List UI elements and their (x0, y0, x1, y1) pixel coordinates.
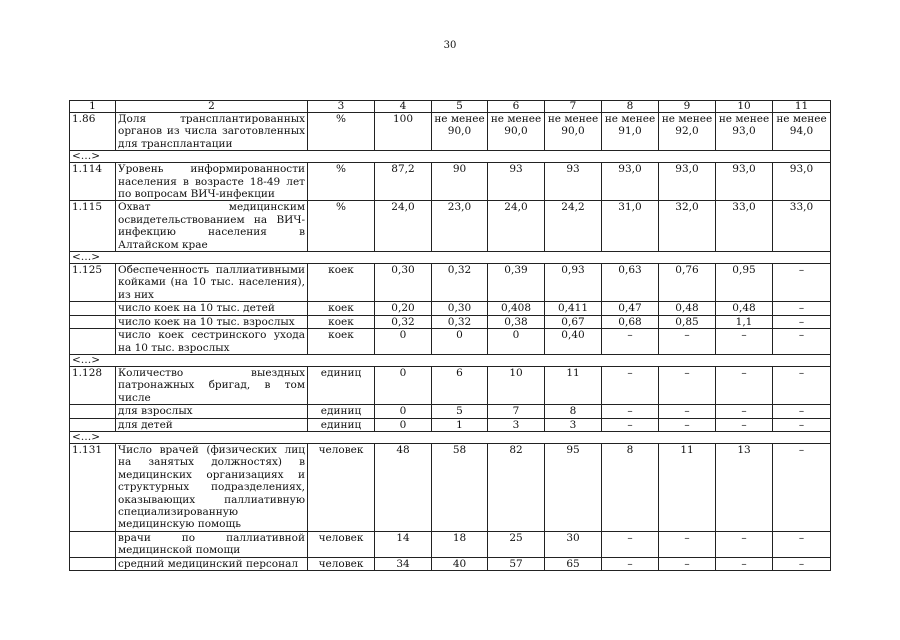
cell-col-10: 33,0 (716, 201, 773, 252)
separator-row (70, 252, 831, 264)
cell-col-10: – (716, 531, 773, 557)
cell-col-10: – (716, 366, 773, 404)
cell-col-11: – (773, 531, 831, 557)
cell-row-number (70, 531, 116, 557)
cell-col-11: – (773, 443, 831, 531)
cell-col-4: 0 (375, 405, 432, 418)
cell-unit: коек (308, 302, 375, 315)
cell-indicator-name: средний медицинский персонал (116, 557, 308, 570)
cell-col-6: 3 (488, 418, 545, 431)
separator-cell: <…> (70, 252, 831, 264)
cell-col-8: 0,68 (602, 315, 659, 328)
cell-col-4: 24,0 (375, 201, 432, 252)
cell-unit: % (308, 113, 375, 151)
cell-col-4: 0 (375, 366, 432, 404)
cell-col-8: 8 (602, 443, 659, 531)
cell-col-4: 0,30 (375, 264, 432, 302)
cell-row-number: 1.125 (70, 264, 116, 302)
cell-row-number (70, 418, 116, 431)
cell-col-4: 48 (375, 443, 432, 531)
cell-unit: коек (308, 264, 375, 302)
cell-col-9: – (659, 557, 716, 570)
cell-col-11: 93,0 (773, 163, 831, 201)
cell-col-8: – (602, 405, 659, 418)
header-cell-col-4: 4 (375, 101, 432, 113)
cell-col-9: – (659, 329, 716, 355)
cell-col-7: 3 (545, 418, 602, 431)
cell-indicator-name: Число врачей (физических лиц на занятых должностях) в медицинских организациях и структурных подразделениях, оказывающих паллиативную специализированную медицинскую помощь (116, 443, 308, 531)
cell-unit: коек (308, 329, 375, 355)
cell-indicator-name: число коек на 10 тыс. взрослых (116, 315, 308, 328)
cell-unit: единиц (308, 418, 375, 431)
cell-indicator-name: Обеспеченность паллиативными койками (на 10 тыс. населения), из них (116, 264, 308, 302)
table-row (70, 264, 831, 302)
cell-col-10: 0,95 (716, 264, 773, 302)
cell-row-number (70, 557, 116, 570)
cell-col-7: не менее 90,0 (545, 113, 602, 151)
cell-col-5: 0,32 (432, 264, 488, 302)
table-row (70, 302, 831, 315)
cell-col-8: – (602, 418, 659, 431)
cell-col-5: 1 (432, 418, 488, 431)
cell-col-9: не менее 92,0 (659, 113, 716, 151)
cell-indicator-name: Охват медицинским освидетельствованием на ВИЧ-инфекцию населения в Алтайском крае (116, 201, 308, 252)
cell-col-11: – (773, 264, 831, 302)
header-cell-col-8: 8 (602, 101, 659, 113)
cell-col-5: 40 (432, 557, 488, 570)
header-cell-col-9: 9 (659, 101, 716, 113)
cell-row-number: 1.86 (70, 113, 116, 151)
cell-unit: человек (308, 443, 375, 531)
cell-col-10: – (716, 405, 773, 418)
cell-row-number: 1.114 (70, 163, 116, 201)
separator-cell: <…> (70, 354, 831, 366)
table-row (70, 557, 831, 570)
cell-col-7: 30 (545, 531, 602, 557)
cell-col-10: 93,0 (716, 163, 773, 201)
cell-col-7: 95 (545, 443, 602, 531)
cell-col-7: 24,2 (545, 201, 602, 252)
cell-col-4: 87,2 (375, 163, 432, 201)
cell-col-6: 0,39 (488, 264, 545, 302)
cell-col-5: 58 (432, 443, 488, 531)
cell-col-11: – (773, 315, 831, 328)
cell-row-number: 1.128 (70, 366, 116, 404)
cell-col-8: 31,0 (602, 201, 659, 252)
cell-col-11: – (773, 302, 831, 315)
cell-col-7: 0,93 (545, 264, 602, 302)
cell-indicator-name: число коек сестринского ухода на 10 тыс. взрослых (116, 329, 308, 355)
cell-col-10: не менее 93,0 (716, 113, 773, 151)
cell-row-number (70, 405, 116, 418)
cell-col-8: – (602, 329, 659, 355)
separator-row (70, 431, 831, 443)
cell-col-11: – (773, 405, 831, 418)
cell-col-5: 0,30 (432, 302, 488, 315)
cell-row-number (70, 302, 116, 315)
cell-unit: % (308, 201, 375, 252)
cell-col-4: 0,20 (375, 302, 432, 315)
cell-col-9: 0,76 (659, 264, 716, 302)
cell-col-4: 0 (375, 418, 432, 431)
cell-col-10: 1,1 (716, 315, 773, 328)
table-row (70, 329, 831, 355)
cell-unit: человек (308, 557, 375, 570)
cell-col-5: 0,32 (432, 315, 488, 328)
cell-col-11: – (773, 418, 831, 431)
cell-col-6: 82 (488, 443, 545, 531)
cell-col-6: 0,408 (488, 302, 545, 315)
indicator-table (69, 100, 831, 571)
table-row (70, 113, 831, 151)
cell-indicator-name: Количество выездных патронажных бригад, в том числе (116, 366, 308, 404)
cell-col-5: не менее 90,0 (432, 113, 488, 151)
cell-col-8: – (602, 366, 659, 404)
cell-col-9: 0,85 (659, 315, 716, 328)
header-cell-col-5: 5 (432, 101, 488, 113)
cell-col-8: 0,47 (602, 302, 659, 315)
cell-col-5: 18 (432, 531, 488, 557)
cell-col-9: – (659, 531, 716, 557)
cell-col-11: – (773, 329, 831, 355)
cell-col-10: – (716, 329, 773, 355)
separator-cell: <…> (70, 151, 831, 163)
cell-col-4: 34 (375, 557, 432, 570)
cell-unit: единиц (308, 366, 375, 404)
cell-col-7: 0,67 (545, 315, 602, 328)
cell-col-5: 90 (432, 163, 488, 201)
cell-col-10: – (716, 557, 773, 570)
table-row (70, 405, 831, 418)
header-cell-col-7: 7 (545, 101, 602, 113)
header-cell-indicator-name: 2 (116, 101, 308, 113)
cell-col-4: 100 (375, 113, 432, 151)
header-cell-col-6: 6 (488, 101, 545, 113)
cell-col-6: 10 (488, 366, 545, 404)
cell-unit: % (308, 163, 375, 201)
cell-unit: единиц (308, 405, 375, 418)
cell-col-6: 0,38 (488, 315, 545, 328)
table-row (70, 315, 831, 328)
cell-unit: коек (308, 315, 375, 328)
cell-col-7: 8 (545, 405, 602, 418)
cell-col-9: – (659, 418, 716, 431)
cell-col-4: 14 (375, 531, 432, 557)
cell-col-7: 93 (545, 163, 602, 201)
cell-col-5: 0 (432, 329, 488, 355)
cell-col-11: не менее 94,0 (773, 113, 831, 151)
cell-col-9: 0,48 (659, 302, 716, 315)
cell-indicator-name: число коек на 10 тыс. детей (116, 302, 308, 315)
cell-col-7: 0,411 (545, 302, 602, 315)
cell-col-9: – (659, 366, 716, 404)
cell-col-11: – (773, 557, 831, 570)
cell-col-4: 0 (375, 329, 432, 355)
cell-col-9: – (659, 405, 716, 418)
page-number: 30 (443, 40, 457, 51)
cell-col-11: – (773, 366, 831, 404)
cell-row-number (70, 315, 116, 328)
separator-cell: <…> (70, 431, 831, 443)
header-cell-unit: 3 (308, 101, 375, 113)
cell-col-5: 5 (432, 405, 488, 418)
cell-unit: человек (308, 531, 375, 557)
separator-row (70, 151, 831, 163)
cell-col-6: 0 (488, 329, 545, 355)
cell-col-11: 33,0 (773, 201, 831, 252)
table-row (70, 201, 831, 252)
header-cell-col-10: 10 (716, 101, 773, 113)
cell-row-number (70, 329, 116, 355)
cell-indicator-name: для взрослых (116, 405, 308, 418)
cell-col-9: 32,0 (659, 201, 716, 252)
cell-col-6: 93 (488, 163, 545, 201)
cell-col-6: 57 (488, 557, 545, 570)
cell-col-5: 23,0 (432, 201, 488, 252)
cell-col-9: 11 (659, 443, 716, 531)
cell-col-4: 0,32 (375, 315, 432, 328)
cell-col-10: 13 (716, 443, 773, 531)
cell-col-8: не менее 91,0 (602, 113, 659, 151)
table-row (70, 366, 831, 404)
cell-col-7: 0,40 (545, 329, 602, 355)
cell-col-5: 6 (432, 366, 488, 404)
cell-indicator-name: Доля трансплантированных органов из числа заготовленных для трансплантации (116, 113, 308, 151)
cell-col-8: – (602, 557, 659, 570)
table-row (70, 418, 831, 431)
table-row (70, 163, 831, 201)
cell-col-8: 0,63 (602, 264, 659, 302)
cell-row-number: 1.131 (70, 443, 116, 531)
cell-col-6: не менее 90,0 (488, 113, 545, 151)
cell-col-10: 0,48 (716, 302, 773, 315)
cell-indicator-name: Уровень информированности населения в возрасте 18-49 лет по вопросам ВИЧ-инфекции (116, 163, 308, 201)
cell-col-10: – (716, 418, 773, 431)
cell-col-6: 7 (488, 405, 545, 418)
header-cell-col-11: 11 (773, 101, 831, 113)
cell-col-6: 25 (488, 531, 545, 557)
cell-indicator-name: для детей (116, 418, 308, 431)
cell-col-9: 93,0 (659, 163, 716, 201)
cell-col-8: – (602, 531, 659, 557)
cell-col-6: 24,0 (488, 201, 545, 252)
header-cell-row-number: 1 (70, 101, 116, 113)
header-row (70, 101, 831, 113)
cell-col-8: 93,0 (602, 163, 659, 201)
cell-indicator-name: врачи по паллиативной медицинской помощи (116, 531, 308, 557)
cell-row-number: 1.115 (70, 201, 116, 252)
table-row (70, 531, 831, 557)
separator-row (70, 354, 831, 366)
table-row (70, 443, 831, 531)
cell-col-7: 65 (545, 557, 602, 570)
cell-col-7: 11 (545, 366, 602, 404)
